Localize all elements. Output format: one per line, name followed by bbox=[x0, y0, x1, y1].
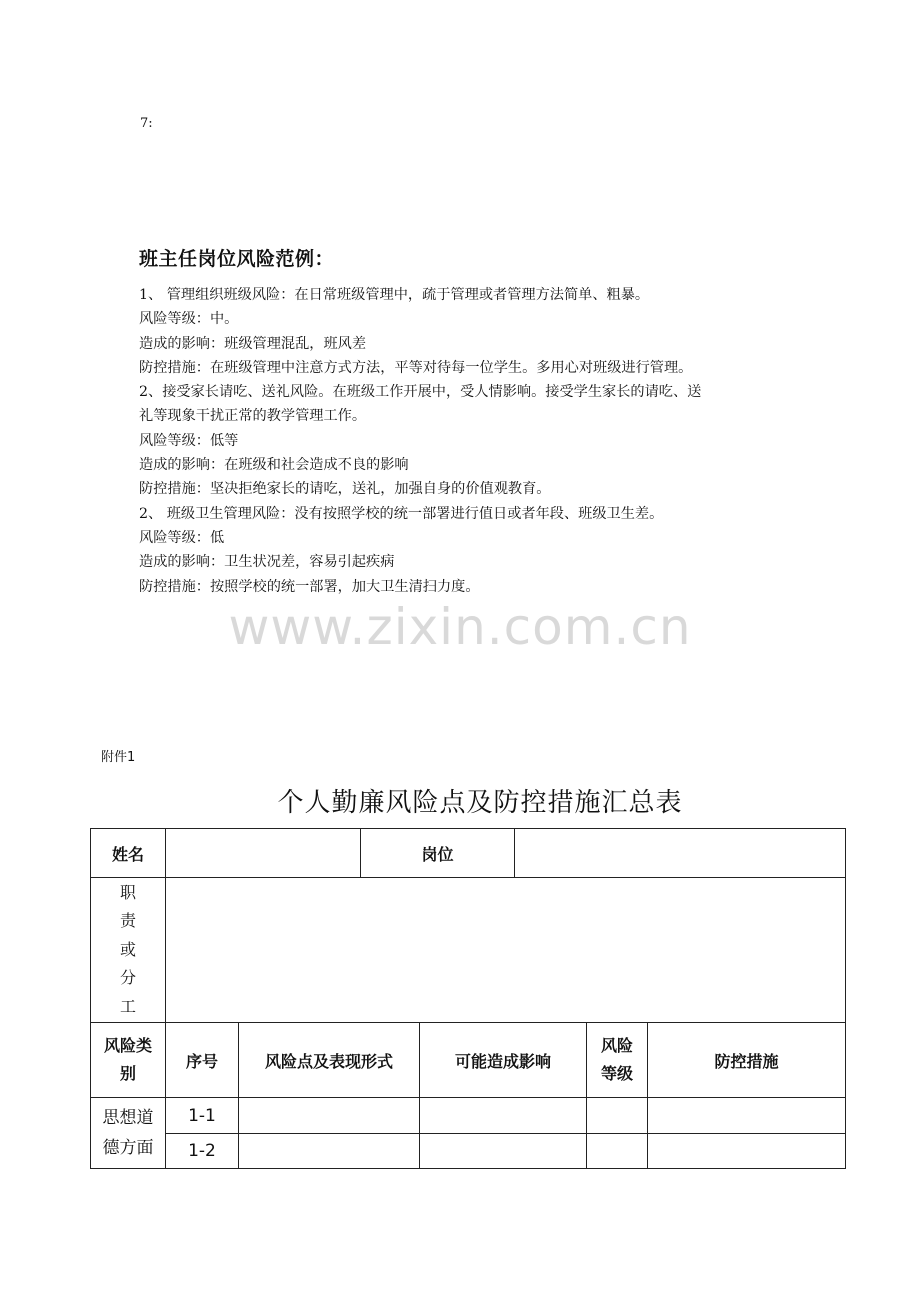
duty-label bbox=[90, 877, 166, 1023]
duty-label-char: 职 bbox=[119, 882, 136, 902]
post-label: 岗位 bbox=[360, 828, 515, 878]
level-cell[interactable] bbox=[586, 1097, 648, 1134]
body-line: 风险等级：中。 bbox=[139, 311, 239, 328]
body-line: 造成的影响：卫生状况差，容易引起疾病 bbox=[139, 554, 395, 571]
impact-cell[interactable] bbox=[419, 1133, 587, 1169]
header-level bbox=[586, 1022, 648, 1098]
impact-cell[interactable] bbox=[419, 1097, 587, 1134]
duty-label-char: 分 bbox=[119, 968, 136, 988]
body-line: 风险等级：低 bbox=[139, 529, 225, 546]
attachment-label: 附件1 bbox=[101, 750, 136, 765]
risk-point-cell[interactable] bbox=[238, 1097, 420, 1134]
section-title: 班主任岗位风险范例： bbox=[139, 248, 335, 270]
header-risk-point: 风险点及表现形式 bbox=[238, 1022, 420, 1098]
header-category bbox=[90, 1022, 166, 1098]
duty-label-char: 或 bbox=[119, 939, 136, 959]
body-line: 2、 班级卫生管理风险：没有按照学校的统一部署进行值日或者年段、班级卫生差。 bbox=[139, 505, 664, 522]
category-line: 思想道 bbox=[102, 1108, 154, 1128]
duty-value-cell[interactable] bbox=[165, 877, 846, 1023]
body-line: 防控措施：按照学校的统一部署，加大卫生清扫力度。 bbox=[139, 578, 480, 595]
body-line: 礼等现象干扰正常的教学管理工作。 bbox=[139, 408, 367, 425]
level-cell[interactable] bbox=[586, 1133, 648, 1169]
body-line: 2、接受家长请吃、送礼风险。在班级工作开展中，受人情影响。接受学生家长的请吃、送 bbox=[139, 384, 702, 401]
header-category-line: 别 bbox=[119, 1064, 136, 1083]
header-impact: 可能造成影响 bbox=[419, 1022, 587, 1098]
name-label: 姓名 bbox=[90, 828, 166, 878]
duty-label-char: 工 bbox=[119, 996, 136, 1016]
duty-label-char: 责 bbox=[119, 911, 136, 931]
risk-point-cell[interactable] bbox=[238, 1133, 420, 1169]
header-measures: 防控措施 bbox=[647, 1022, 846, 1098]
seq-cell: 1-2 bbox=[165, 1133, 239, 1169]
risk-example-body bbox=[139, 283, 799, 599]
category-cell bbox=[90, 1097, 166, 1169]
header-level-line: 风险 bbox=[600, 1036, 633, 1055]
page-number: 7: bbox=[140, 116, 153, 131]
watermark: www.zixin.com.cn bbox=[228, 598, 692, 656]
seq-cell: 1-1 bbox=[165, 1097, 239, 1134]
measures-cell[interactable] bbox=[647, 1097, 846, 1134]
header-seq: 序号 bbox=[165, 1022, 239, 1098]
category-line: 德方面 bbox=[102, 1138, 154, 1158]
body-line: 1、 管理组织班级风险：在日常班级管理中，疏于管理或者管理方法简单、粗暴。 bbox=[139, 287, 650, 303]
table-title: 个人勤廉风险点及防控措施汇总表 bbox=[277, 788, 683, 818]
body-line: 风险等级：低等 bbox=[139, 432, 239, 449]
body-line: 造成的影响：在班级和社会造成不良的影响 bbox=[139, 457, 409, 474]
body-line: 造成的影响：班级管理混乱，班风差 bbox=[139, 335, 367, 352]
header-category-line: 风险类 bbox=[103, 1036, 152, 1055]
body-line: 防控措施：在班级管理中注意方式方法，平等对待每一位学生。多用心对班级进行管理。 bbox=[139, 359, 693, 376]
header-level-line: 等级 bbox=[600, 1064, 633, 1083]
name-value-cell[interactable] bbox=[165, 828, 361, 878]
measures-cell[interactable] bbox=[647, 1133, 846, 1169]
post-value-cell[interactable] bbox=[514, 828, 846, 878]
body-line: 防控措施：坚决拒绝家长的请吃，送礼，加强自身的价值观教育。 bbox=[139, 481, 551, 498]
